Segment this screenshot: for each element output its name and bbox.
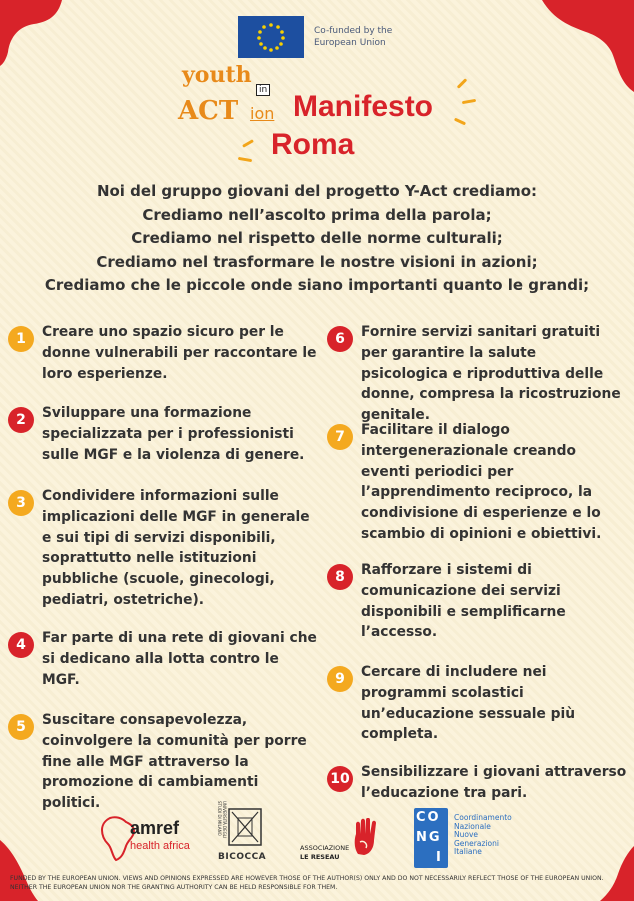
eu-cofunded-text: Co-funded by the European Union xyxy=(314,26,393,48)
item-text: Fornire servizi sanitari gratuiti per garantire la salute psicologica e riproduttiva delle donne, compresa la ricostruzione genitale. xyxy=(361,324,621,424)
manifesto-item-1 xyxy=(8,322,318,384)
logo-act-word: ACT xyxy=(178,96,239,126)
item-number-badge: 9 xyxy=(327,666,353,692)
intro-line: Crediamo che le piccole onde siano importanti quanto le grandi; xyxy=(44,276,590,294)
le-reseau-name: LE RESEAU xyxy=(300,853,340,861)
cngi-letters-ng: NG xyxy=(416,830,442,845)
item-text: Creare uno spazio sicuro per le donne vulnerabili per raccontare le loro esperienze. xyxy=(42,324,317,382)
eu-flag-icon xyxy=(238,16,304,58)
item-text: Cercare di includere nei programmi scolastici un’educazione sessuale più completa. xyxy=(361,664,576,743)
item-text: Suscitare consapevolezza, coinvolgere la comunità per porre fine alle MGF attraverso la promozione di cambiamenti politici. xyxy=(42,712,307,812)
cngi-logo xyxy=(414,808,534,870)
item-number-badge: 4 xyxy=(8,632,34,658)
cngi-mark xyxy=(414,808,448,868)
intro-line: Crediamo nell’ascolto prima della parola; xyxy=(142,205,492,224)
sun-ray-decoration xyxy=(238,157,252,162)
intro-line: Crediamo nel rispetto delle norme culturali; xyxy=(131,229,503,247)
title-manifesto: Manifesto xyxy=(293,90,434,123)
eu-disclaimer: FUNDED BY THE EUROPEAN UNION. VIEWS AND OPINIONS EXPRESSED ARE HOWEVER THOSE OF THE AUTHOR(S) ONLY AND DO NOT NECESSARILY REFLECT THOSE OF THE EUROPEAN UNION. NEITHER THE EUROPEAN UNION NOR THE GRANTING AUTHORITY CAN BE HELD RESPONSIBLE FOR THEM. xyxy=(10,875,604,891)
item-number-badge: 7 xyxy=(327,424,353,450)
manifesto-item-6 xyxy=(327,322,627,426)
item-number-badge: 2 xyxy=(8,407,34,433)
corner-blob-top-right xyxy=(534,0,634,95)
le-reseau-logo xyxy=(296,818,386,868)
item-text: Rafforzare i sistemi di comunicazione dei servizi disponibili e semplificarne l’accesso. xyxy=(361,562,566,641)
sun-ray-decoration xyxy=(454,118,466,126)
manifesto-item-5 xyxy=(8,710,318,814)
manifesto-item-10 xyxy=(327,762,627,804)
manifesto-item-7 xyxy=(327,420,627,545)
item-text: Sviluppare una formazione specializzata per i professionisti sulle MGF e la violenza di genere. xyxy=(42,405,305,463)
sun-ray-decoration xyxy=(457,78,468,89)
eu-cofunding-header xyxy=(238,16,404,58)
item-number-badge: 3 xyxy=(8,490,34,516)
hand-icon xyxy=(352,818,380,856)
bicocca-logo xyxy=(216,801,276,868)
manifesto-item-8 xyxy=(327,560,627,643)
cngi-letters-co: CO xyxy=(416,810,441,825)
intro-line: Noi del gruppo giovani del progetto Y-Act crediamo: xyxy=(96,182,538,200)
item-number-badge: 6 xyxy=(327,326,353,352)
manifesto-item-4 xyxy=(8,628,318,690)
logo-ion-word: ion xyxy=(250,104,275,123)
le-reseau-prefix: ASSOCIAZIONE xyxy=(300,844,350,852)
corner-blob-top-left xyxy=(0,0,70,70)
bicocca-emblem-icon xyxy=(228,808,262,846)
amref-name: amref xyxy=(130,818,180,838)
partner-logos xyxy=(0,801,634,870)
item-text: Condividere informazioni sulle implicazioni delle MGF in generale e sui tipi di servizi disponibili, soprattutto nelle istituzioni pubbliche (scuole, ginecologi, pediatri, ostetriche). xyxy=(42,488,310,608)
title-roma: Roma xyxy=(271,128,355,161)
sun-ray-decoration xyxy=(242,139,254,148)
cngi-full-name: Coordinamento Nazionale Nuove Generazioni Italiane xyxy=(454,813,512,856)
manifesto-item-2 xyxy=(8,403,318,465)
item-number-badge: 8 xyxy=(327,564,353,590)
cngi-letter-i: I xyxy=(436,850,441,865)
logo-youth-word: youth xyxy=(182,62,252,88)
item-number-badge: 10 xyxy=(327,766,353,792)
bicocca-name: BICOCCA xyxy=(218,852,267,862)
item-text: Far parte di una rete di giovani che si dedicano alla lotta contro le MGF. xyxy=(42,630,317,688)
sun-ray-decoration xyxy=(462,99,476,104)
item-number-badge: 5 xyxy=(8,714,34,740)
intro-statements xyxy=(30,180,604,298)
amref-logo xyxy=(100,812,200,866)
logo-in-word: in xyxy=(256,84,270,96)
item-text: Facilitare il dialogo intergenerazionale creando eventi periodici per l’apprendimento reciproco, la condivisione di esperienze e lo scambio di opinioni e obiettivi. xyxy=(361,422,602,542)
yact-title-logo xyxy=(178,62,478,177)
amref-tagline: health africa xyxy=(130,840,190,852)
item-text: Sensibilizzare i giovani attraverso l’educazione tra pari. xyxy=(361,764,627,801)
bicocca-university-text: UNIVERSITÀ DEGLI STUDI DI MILANO xyxy=(217,801,227,839)
manifesto-item-9 xyxy=(327,662,627,745)
item-number-badge: 1 xyxy=(8,326,34,352)
manifesto-item-3 xyxy=(8,486,318,611)
intro-line: Crediamo nel trasformare le nostre visioni in azioni; xyxy=(96,252,538,271)
